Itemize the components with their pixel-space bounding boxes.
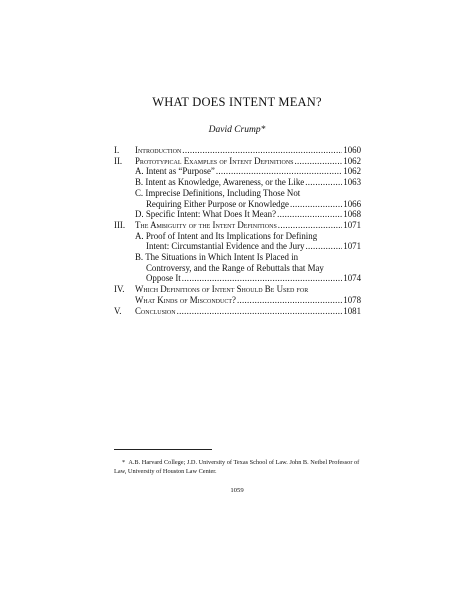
toc-entry — [114, 145, 361, 156]
toc-entry-title: Introduction — [135, 145, 182, 155]
toc-entry-number: IV. — [114, 284, 125, 295]
dot-leader — [182, 273, 342, 284]
toc-entry-title: D. Specific Intent: What Does It Mean? — [135, 209, 277, 220]
dot-leader — [177, 306, 343, 317]
toc-entry-title: A. Proof of Intent and Its Implications for Defining — [135, 230, 318, 241]
author-byline: David Crump* — [208, 125, 266, 135]
toc-entry-title: Oppose It — [146, 273, 181, 284]
page-number: 1059 — [230, 487, 244, 494]
dot-leader — [278, 220, 342, 231]
toc-entry-title: Conclusion — [135, 305, 176, 316]
toc-entry — [114, 166, 361, 177]
toc-entry-page: 1071 — [343, 219, 361, 230]
toc-entry-title: Requiring Either Purpose or Knowledge — [146, 198, 289, 209]
toc-entry-page: 1062 — [343, 166, 361, 177]
dot-leader — [237, 295, 342, 306]
toc-entry-title: Intent: Circumstantial Evidence and the Jury — [146, 241, 305, 252]
toc-entry — [114, 188, 361, 209]
toc-entry — [114, 231, 361, 252]
dot-leader — [182, 145, 342, 156]
toc-entry-title: B. The Situations in Which Intent Is Placed in — [135, 252, 299, 263]
toc-entry-page: 1066 — [343, 198, 361, 209]
toc-entry-title: The Ambiguity of the Intent Definitions — [135, 219, 277, 230]
toc-entry-page: 1071 — [343, 241, 361, 252]
toc-entry-page: 1060 — [343, 145, 361, 155]
toc-entry — [114, 306, 361, 317]
toc-entry-title: B. Intent as Knowledge, Awareness, or the Like — [135, 177, 305, 188]
toc-entry-number: II. — [114, 155, 123, 166]
toc-entry — [114, 156, 361, 167]
toc-entry-page: 1068 — [343, 209, 361, 220]
table-of-contents — [114, 145, 361, 316]
toc-entry-title: A. Intent as “Purpose” — [135, 166, 215, 177]
dot-leader — [305, 241, 342, 252]
toc-entry-title: C. Imprecise Definitions, Including Those Not — [135, 187, 301, 198]
footnote-text: A.B. Harvard College; J.D. University of Texas School of Law. John B. Neibel Professor of Law, University of Houston Law Center. — [114, 459, 360, 475]
toc-entry — [114, 220, 361, 231]
footnote-mark: * — [122, 459, 126, 466]
dot-leader — [295, 156, 343, 167]
toc-entry-number: III. — [114, 219, 126, 230]
toc-entry-number: I. — [114, 145, 120, 155]
dot-leader — [277, 209, 342, 220]
dot-leader — [290, 199, 342, 210]
dot-leader — [216, 166, 342, 177]
toc-entry — [114, 209, 361, 220]
toc-entry-title: What Kinds of Misconduct? — [135, 294, 236, 305]
footnote — [114, 459, 362, 477]
toc-entry — [114, 177, 361, 188]
toc-entry — [114, 284, 361, 305]
toc-entry-page: 1062 — [343, 155, 361, 166]
footnote-rule — [114, 449, 212, 450]
toc-entry-page: 1063 — [343, 177, 361, 188]
article-title: WHAT DOES INTENT MEAN? — [152, 95, 322, 109]
toc-entry-number: V. — [114, 305, 122, 316]
toc-entry-page: 1078 — [343, 294, 361, 305]
toc-entry-title: Controversy, and the Range of Rebuttals that May — [146, 262, 324, 273]
toc-entry-title: Which Definitions of Intent Should Be Used for — [135, 284, 309, 295]
toc-entry-page: 1081 — [343, 305, 361, 316]
toc-entry-page: 1074 — [343, 273, 361, 284]
toc-entry — [114, 252, 361, 284]
toc-entry-title: Prototypical Examples of Intent Definitions — [135, 155, 294, 166]
dot-leader — [305, 177, 342, 188]
